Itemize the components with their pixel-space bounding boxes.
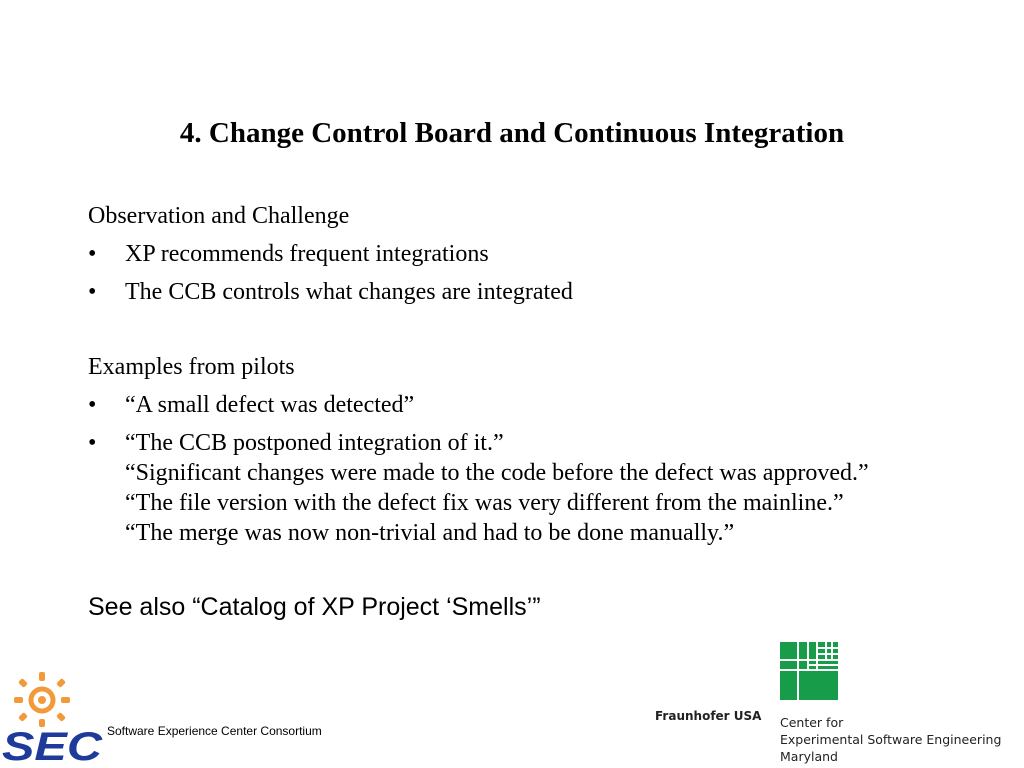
list-item [88,277,573,307]
sec-logo [2,668,106,764]
quote-line: “The merge was now non-trivial and had to be done manually.” [125,520,735,546]
bullet-marker: • [88,392,97,418]
sec-logo-text: SEC [2,725,104,764]
bullet-text: XP recommends frequent integrations [125,241,489,267]
section-heading-observation: Observation and Challenge [88,203,350,229]
sec-consortium-caption: Software Experience Center Consortium [107,724,322,738]
list-item [88,390,869,420]
fraunhofer-usa-label: Fraunhofer USA [655,709,762,723]
bullet-text: “A small defect was detected” [125,392,415,418]
cese-line: Experimental Software Engineering [780,732,1002,747]
slide-title: 4. Change Control Board and Continuous Integration [179,117,845,149]
examples-bullet-list [88,390,869,556]
see-also-reference: See also “Catalog of XP Project ‘Smells’” [88,593,541,621]
section-heading-examples: Examples from pilots [88,354,295,380]
sun-icon [14,672,70,727]
bullet-marker: • [88,430,97,456]
bullet-marker: • [88,241,97,267]
fraunhofer-logo-icon [780,642,838,700]
bullet-text: The CCB controls what changes are integrated [125,279,573,305]
bullet-marker: • [88,279,97,305]
cese-line: Maryland [780,749,838,764]
quote-line: “The file version with the defect fix was very different from the mainline.” [125,490,844,516]
cese-label [780,714,1001,765]
quote-line: “The CCB postponed integration of it.” [125,430,504,456]
list-item [88,239,573,269]
quote-line: “Significant changes were made to the code before the defect was approved.” [125,460,869,486]
observation-bullet-list [88,239,573,315]
cese-line: Center for [780,715,844,730]
list-item [88,428,869,548]
